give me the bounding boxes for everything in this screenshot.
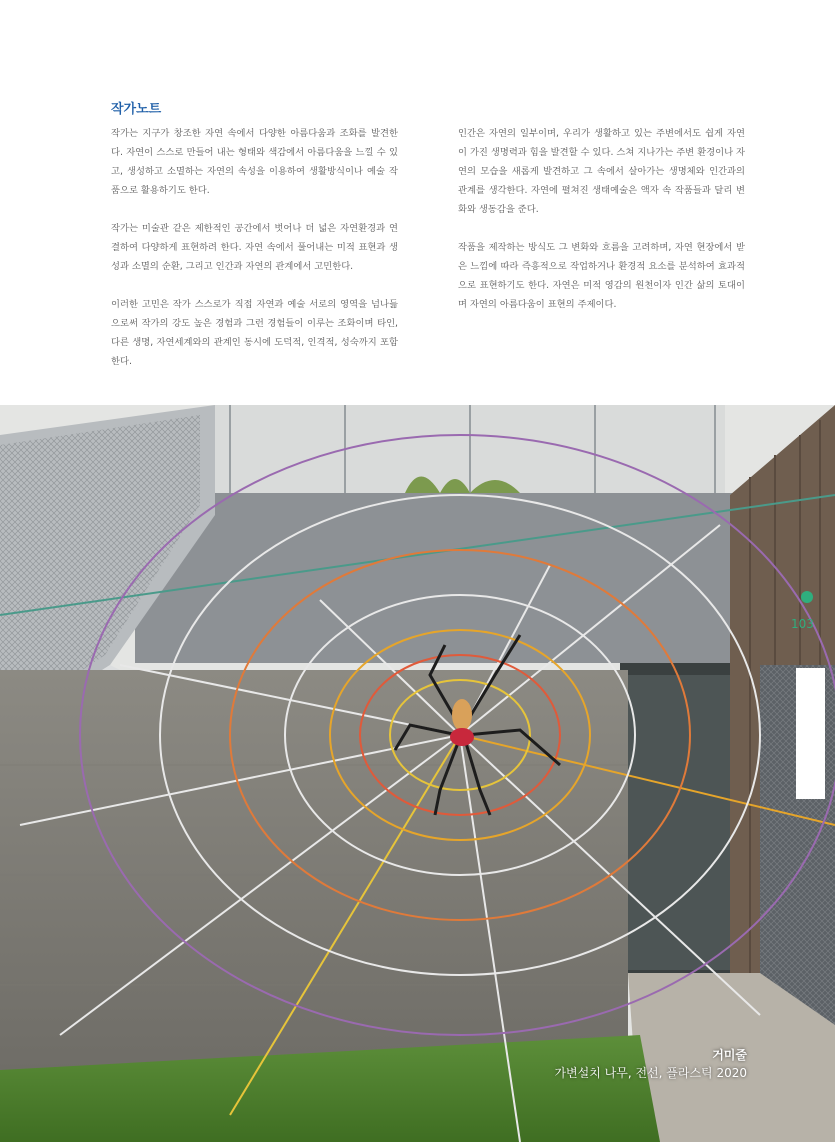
artwork-title: 거미줄: [712, 1048, 747, 1062]
artwork-photo: [0, 405, 835, 1142]
paragraph: 작가는 지구가 창조한 자연 속에서 다양한 아름다움과 조화를 발견한다. 자연이 스스로 만들어 내는 형태와 색감에서 아름다움을 느낄 수 있고, 생성하고 소멸하는 자연의 속성을 이용하여 생활방식이나 예술 작품으로 활용하기도 한다.: [111, 128, 398, 196]
paragraph: 이러한 고민은 작가 스스로가 직접 자연과 예술 서로의 영역을 넘나듦으로써 작가의 강도 높은 경험과 그런 경험들이 이루는 조화이며 타인, 다른 생명, 자연세계와의 관계인 동시에 도덕적, 인격적, 성숙까지 포함한다.: [111, 299, 398, 367]
paragraph: 작가는 미술관 같은 제한적인 공간에서 벗어나 더 넓은 자연환경과 연결하여 다양하게 표현하려 한다. 자연 속에서 풀어내는 미적 표현과 생성과 소멸의 순환, 그리고 인간과 자연의 관계에서 고민한다.: [111, 223, 398, 272]
artwork-caption: [554, 1046, 747, 1082]
paragraph: 인간은 자연의 일부이며, 우리가 생활하고 있는 주변에서도 쉽게 자연이 가진 생명력과 힘을 발견할 수 있다. 스쳐 지나가는 주변 환경이나 자연의 모습을 새롭게 발견하고 그 속에서 살아가는 생명체와 인간과의 관계를 생각한다. 자연에 펼쳐진 생태예술은 액자 속 작품들과 달리 변화와 생동감을 준다.: [458, 128, 745, 215]
right-text-column: [458, 124, 745, 333]
paragraph: 작품을 제작하는 방식도 그 변화와 흐름을 고려하며, 자연 현장에서 받은 느낌에 따라 즉흥적으로 작업하거나 환경적 요소를 분석하여 효과적으로 표현하기도 한다. 자연은 미적 영감의 원천이자 인간 삶의 토대이며 자연의 아름다움이 표현의 주제이다.: [458, 242, 745, 310]
page-number: 103: [791, 617, 814, 631]
artwork-details: 가변설치 나무, 전선, 플라스틱 2020: [554, 1066, 747, 1080]
left-text-column: [111, 124, 398, 390]
page-marker-icon: [801, 591, 813, 603]
side-tab-bar: [796, 668, 825, 799]
section-title: 작가노트: [111, 102, 162, 117]
